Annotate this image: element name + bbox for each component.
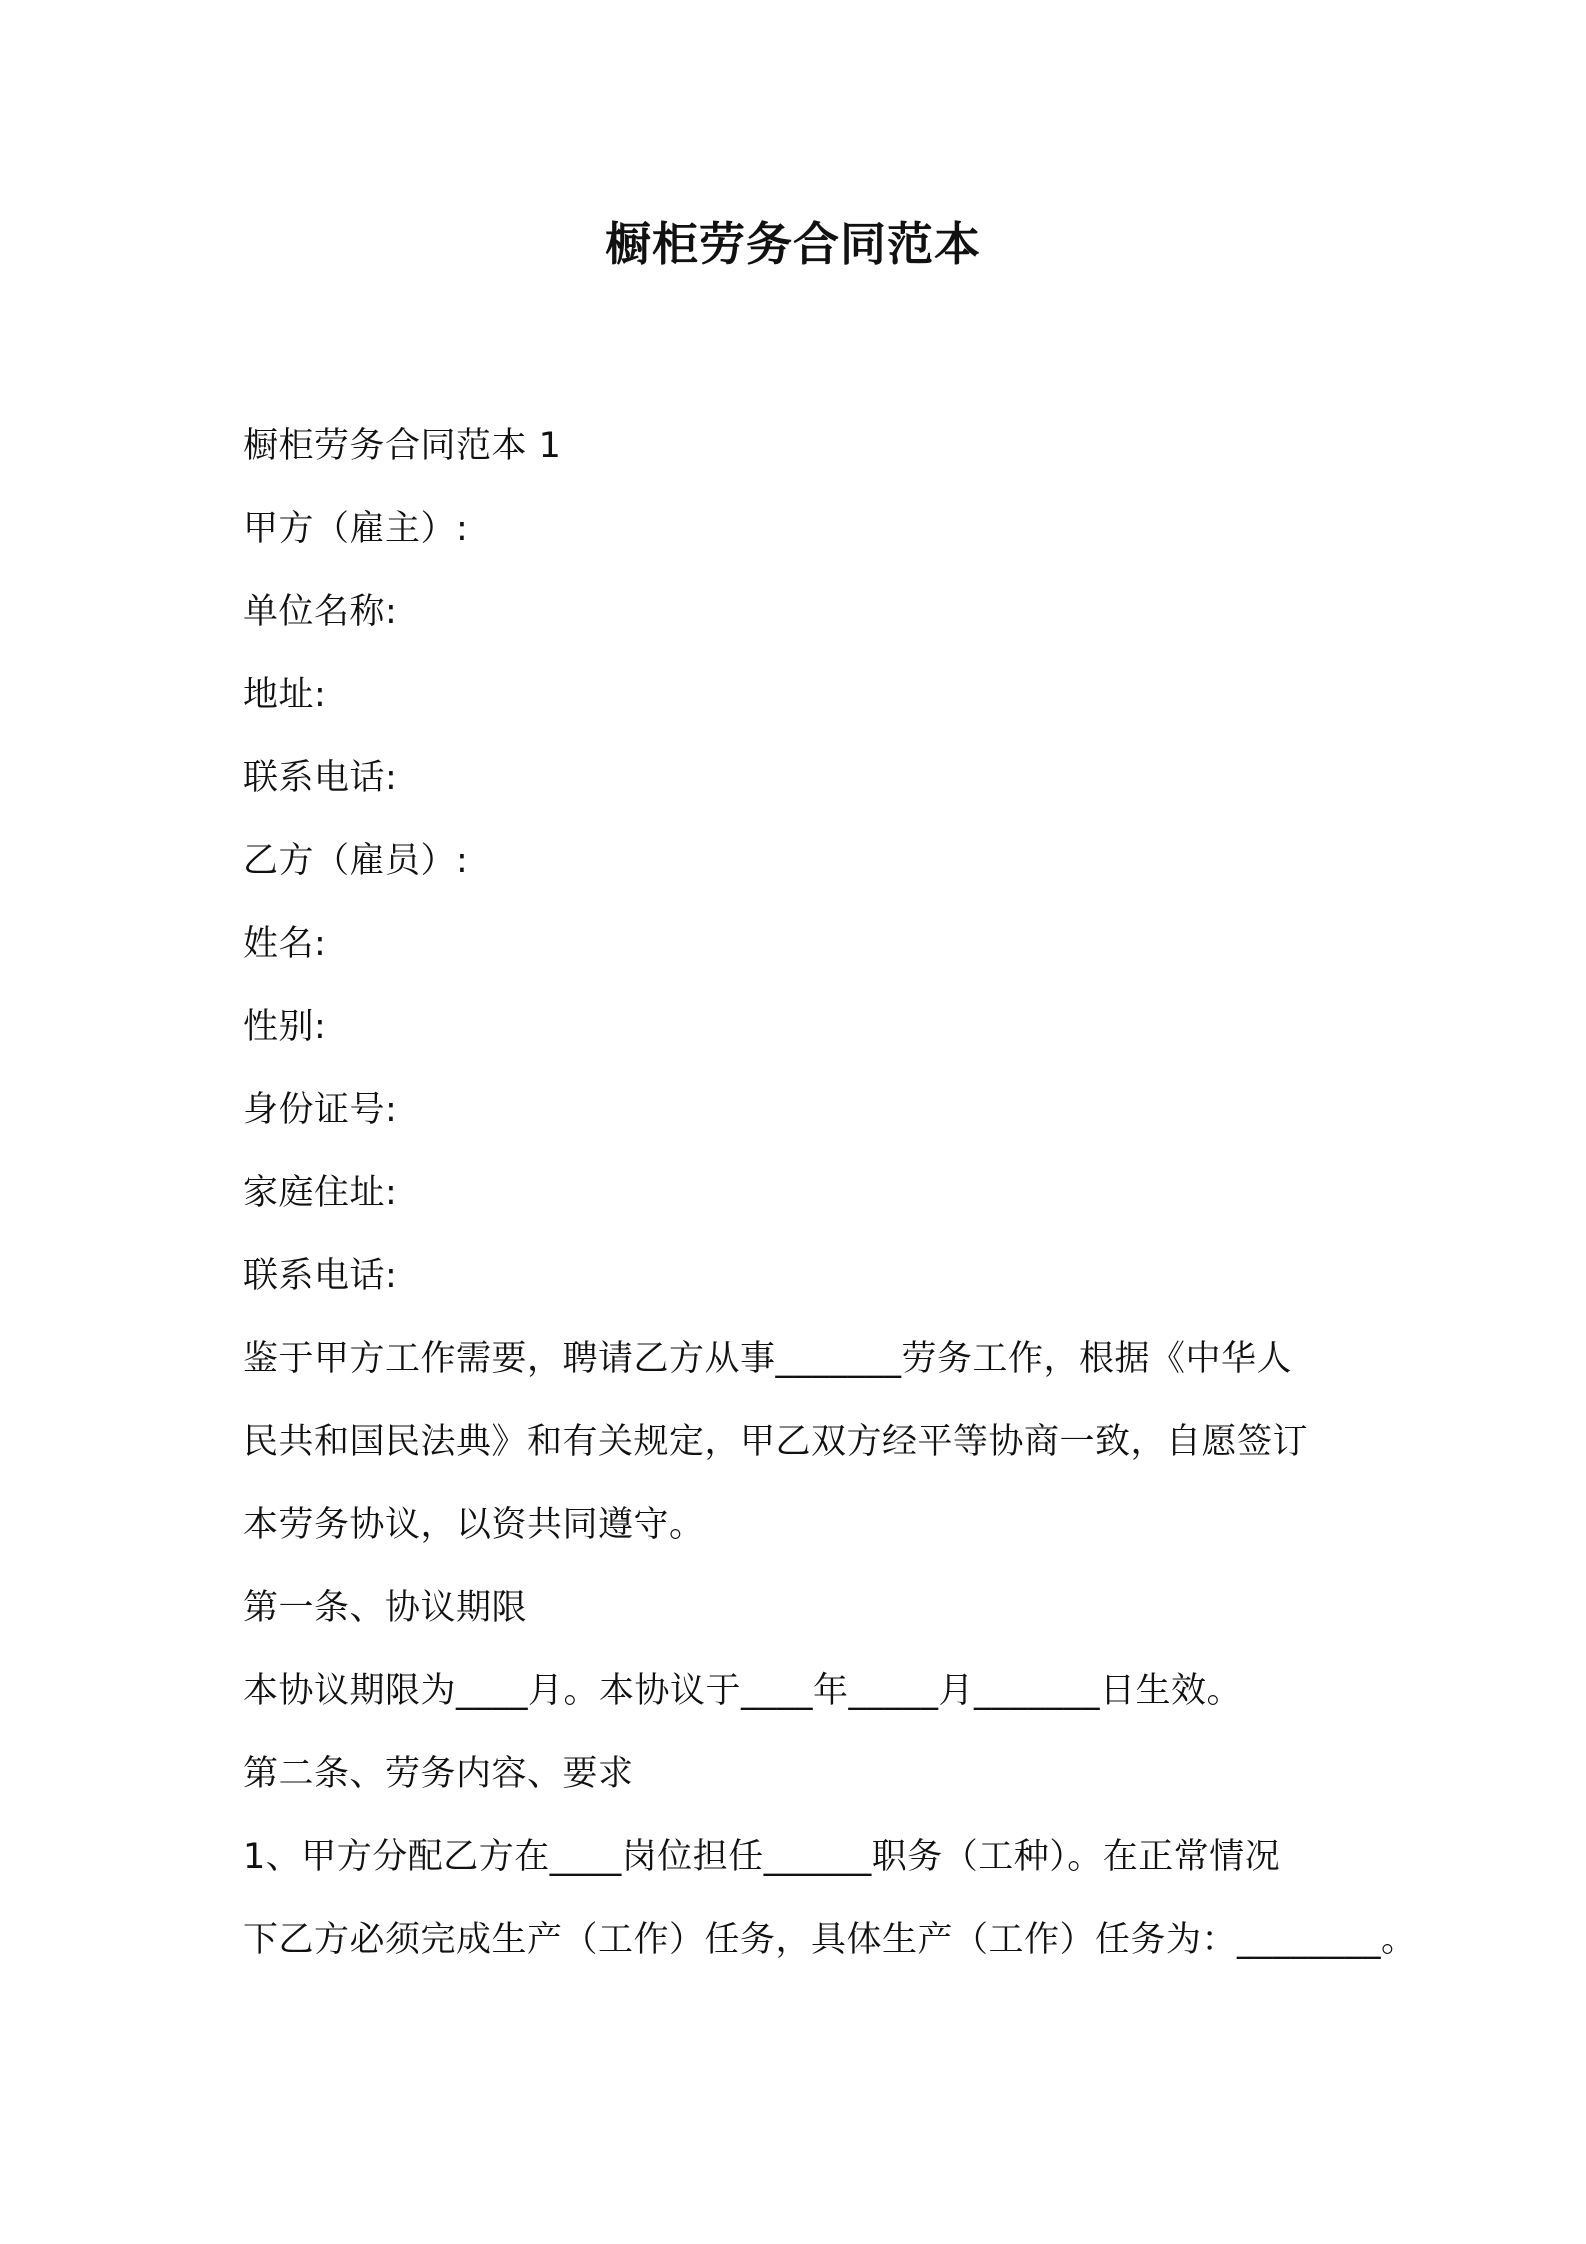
article-1-heading: 第一条、协议期限 bbox=[243, 1588, 528, 1628]
company-name-label: 单位名称: bbox=[243, 592, 398, 632]
document-title: 橱柜劳务合同范本 bbox=[605, 217, 981, 271]
party-b-phone-label: 联系电话: bbox=[243, 1256, 398, 1296]
name-label: 姓名: bbox=[243, 924, 327, 964]
party-a-label: 甲方（雇主）: bbox=[243, 509, 469, 549]
article-1-text: 本协议期限为____月。本协议于____年_____月_______日生效。 bbox=[243, 1671, 1243, 1711]
id-number-label: 身份证号: bbox=[243, 1090, 398, 1130]
gender-label: 性别: bbox=[243, 1007, 327, 1047]
article-2-clause-1-line-2: 下乙方必须完成生产（工作）任务，具体生产（工作）任务为：________。 bbox=[243, 1920, 1417, 1960]
preamble-line-2: 民共和国民法典》和有关规定，甲乙双方经平等协商一致，自愿签订 bbox=[243, 1422, 1309, 1462]
preamble-line-3: 本劳务协议，以资共同遵守。 bbox=[243, 1505, 705, 1545]
address-label: 地址: bbox=[243, 675, 327, 715]
party-b-label: 乙方（雇员）: bbox=[243, 841, 469, 881]
home-address-label: 家庭住址: bbox=[243, 1173, 398, 1213]
section-heading: 橱柜劳务合同范本 1 bbox=[243, 426, 562, 466]
document-body bbox=[243, 405, 1417, 1982]
party-a-phone-label: 联系电话: bbox=[243, 758, 398, 798]
preamble-line-1: 鉴于甲方工作需要，聘请乙方从事_______劳务工作，根据《中华人 bbox=[243, 1339, 1293, 1379]
article-2-clause-1-line-1: 1、甲方分配乙方在____岗位担任______职务（工种）。在正常情况 bbox=[243, 1837, 1281, 1877]
article-2-heading: 第二条、劳务内容、要求 bbox=[243, 1754, 634, 1794]
